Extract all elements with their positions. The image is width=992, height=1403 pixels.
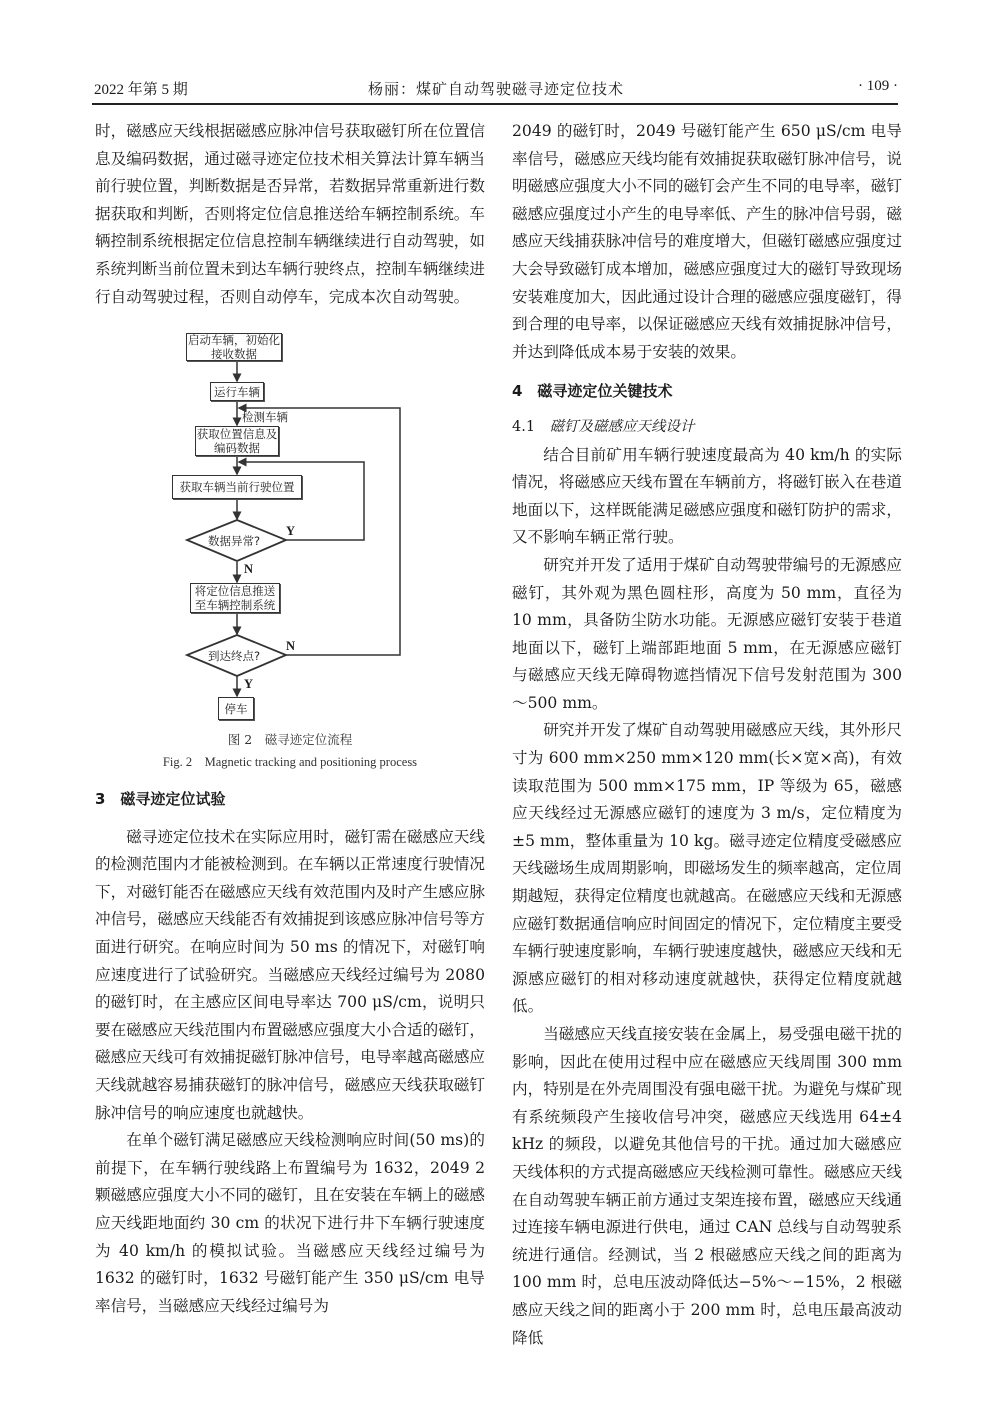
paragraph: 磁寻迹定位技术在实际应用时，磁钉需在磁感应天线的检测范围内才能被检测到。在车辆以正常速度行驶情况下，对磁钉能否在磁感应天线有效范围内及时产生感应脉冲信号，磁感应天线能否有效捕捉到该感应脉冲信号等方面进行研究。在响应时间为 50 ms 的情况下，对磁钉响应速度进行了试验研究。当磁感应天线经过编号为 2080 的磁钉时，在主感应区间电导率达 700 μS/cm，说明只要在磁感应天线范围内布置磁感应强度大小合适的磁钉，磁感应天线可有效捕捉磁钉脉冲信号，电导率越高磁感应天线就越容易捕获磁钉的脉冲信号，磁感应天线获取磁钉脉冲信号的响应速度也就越快。 <box>95 827 485 1122</box>
section-heading-4: 4 磁寻迹定位关键技术 <box>512 382 673 401</box>
label-detect: 检测车辆 <box>242 410 288 424</box>
node-stop: 停车 <box>218 697 254 720</box>
node-start: 启动车辆，初始化接收数据 <box>188 333 280 361</box>
section-heading-3: 3 磁寻迹定位试验 <box>95 790 226 808</box>
figure-caption-cn: 图 2 磁寻迹定位流程 <box>227 732 353 747</box>
paragraph: 2049 的磁钉时，2049 号磁钉能产生 650 μS/cm 电导率信号，磁感应天线均能有效捕捉获取磁钉脉冲信号，说明磁感应强度大小不同的磁钉会产生不同的电导率，磁钉磁感应强度过小产生的电导率低、产生的脉冲信号弱，磁感应天线捕获脉冲信号的难度增大，但磁钉磁感应强度过大会导致磁钉成本增加，磁感应强度过大的磁钉导致现场安装难度加大，因此通过设计合理的磁感应强度磁钉，得到合理的电导率，以保证磁感应天线有效捕捉脉冲信号，并达到降低成本易于安装的效果。 <box>512 122 902 361</box>
label-yes-abnormal: Y <box>286 524 296 538</box>
decision-abnormal-label: 数据异常? <box>208 534 261 548</box>
figure-caption-en: Fig. 2 Magnetic tracking and positioning process <box>162 755 418 769</box>
node-run: 运行车辆 <box>210 382 264 401</box>
label-no-abnormal: N <box>244 562 254 576</box>
right-column <box>512 118 902 1352</box>
paragraph: 结合目前矿用车辆行驶速度最高为 40 km/h 的实际情况，将磁感应天线布置在车辆前方，将磁钉嵌入在巷道地面以下，这样既能满足磁感应强度和磁钉防护的需求，又不影响车辆正常行驶。 <box>512 445 902 547</box>
flowchart-figure <box>140 326 440 776</box>
label-no-end: N <box>286 639 296 653</box>
paragraph: 研究并开发了适用于煤矿自动驾驶带编号的无源感应磁钉，其外观为黑色圆柱形，高度为 50 mm，直径为 10 mm，具备防尘防水功能。无源感应磁钉安装于巷道地面以下，磁钉上端部距地面 5 mm，在无源感应磁钉与磁感应天线无障碍物遮挡情况下信号发射范围为 300～500 mm。 <box>512 555 902 712</box>
page-number: · 109 · <box>858 78 898 94</box>
label-yes-end: Y <box>244 677 254 691</box>
running-header <box>94 78 898 100</box>
left-column <box>95 118 485 311</box>
subsection-heading-4-1 <box>512 414 902 442</box>
left-column-lower <box>95 786 485 1320</box>
paragraph: 当磁感应天线直接安装在金属上，易受强电磁干扰的影响，因此在使用过程中应在磁感应天线周围 300 mm 内，特别是在外壳周围没有强电磁干扰。为避免与煤矿现有系统频段产生接收信号冲突，磁感应天线选用 64±4 kHz 的频段，以避免其他信号的干扰。通过加大磁感应天线体积的方式提高磁感应天线检测可靠性。磁感应天线在自动驾驶车辆正前方通过支架连接布置，磁感应天线通过连接车辆电源进行供电，通过 CAN 总线与自动驾驶系统进行通信。经测试，当 2 根磁感应天线之间的距离为 100 mm 时，总电压波动降低达−5%～−15%，2 根磁感应天线之间的距离小于 200 mm 时，总电压最高波动降低 <box>512 1025 902 1347</box>
journal-issue: 2022 年第 5 期 <box>94 82 188 98</box>
article-running-title: 杨丽：煤矿自动驾驶磁寻迹定位技术 <box>367 82 624 98</box>
decision-end-label: 到达终点? <box>208 649 261 663</box>
subsection-number: 4.1 <box>512 418 536 435</box>
flowchart-connectors <box>140 326 440 776</box>
node-position: 获取车辆当前行驶位置 <box>172 475 302 499</box>
header-rule <box>92 103 898 105</box>
node-acquire: 获取位置信息及编码数据 <box>196 427 278 455</box>
subsection-title: 磁钉及磁感应天线设计 <box>549 418 695 435</box>
paragraph: 时，磁感应天线根据磁感应脉冲信号获取磁钉所在位置信息及编码数据，通过磁寻迹定位技术相关算法计算车辆当前行驶位置，判断数据是否异常，若数据异常重新进行数据获取和判断，否则将定位信息推送给车辆控制系统。车辆控制系统根据定位信息控制车辆继续进行自动驾驶，如系统判断当前位置未到达车辆行驶终点，控制车辆继续进行自动驾驶过程，否则自动停车，完成本次自动驾驶。 <box>95 122 485 306</box>
paragraph: 在单个磁钉满足磁感应天线检测响应时间(50 ms)的前提下，在车辆行驶线路上布置编号为 1632，2049 2 颗磁感应强度大小不同的磁钉，且在安装在车辆上的磁感应天线距地面约 30 cm 的状况下进行井下车辆行驶速度为 40 km/h 的模拟试验。当磁感应天线经过编号为 1632 的磁钉时，1632 号磁钉能产生 350 μS/cm 电导率信号，当磁感应天线经过编号为 <box>95 1131 485 1315</box>
paragraph: 研究并开发了煤矿自动驾驶用磁感应天线，其外形尺寸为 600 mm×250 mm×120 mm(长×宽×高)，有效读取范围为 500 mm×175 mm，IP 等级为 65，磁感应天线经过无源感应磁钉的速度为 3 m/s，定位精度为±5 mm，整体重量为 10 kg。磁寻迹定位精度受磁感应天线磁场生成周期影响，即磁场发生的频率越高，定位周期越短，获得定位精度也就越高。在磁感应天线和无源感应磁钉数据通信响应时间固定的情况下，定位精度主要受车辆行驶速度影响，车辆行驶速度越快，磁感应天线和无源感应磁钉的相对移动速度就越快，获得定位精度就越低。 <box>512 721 902 1016</box>
node-push: 将定位信息推送至车辆控制系统 <box>190 583 280 613</box>
